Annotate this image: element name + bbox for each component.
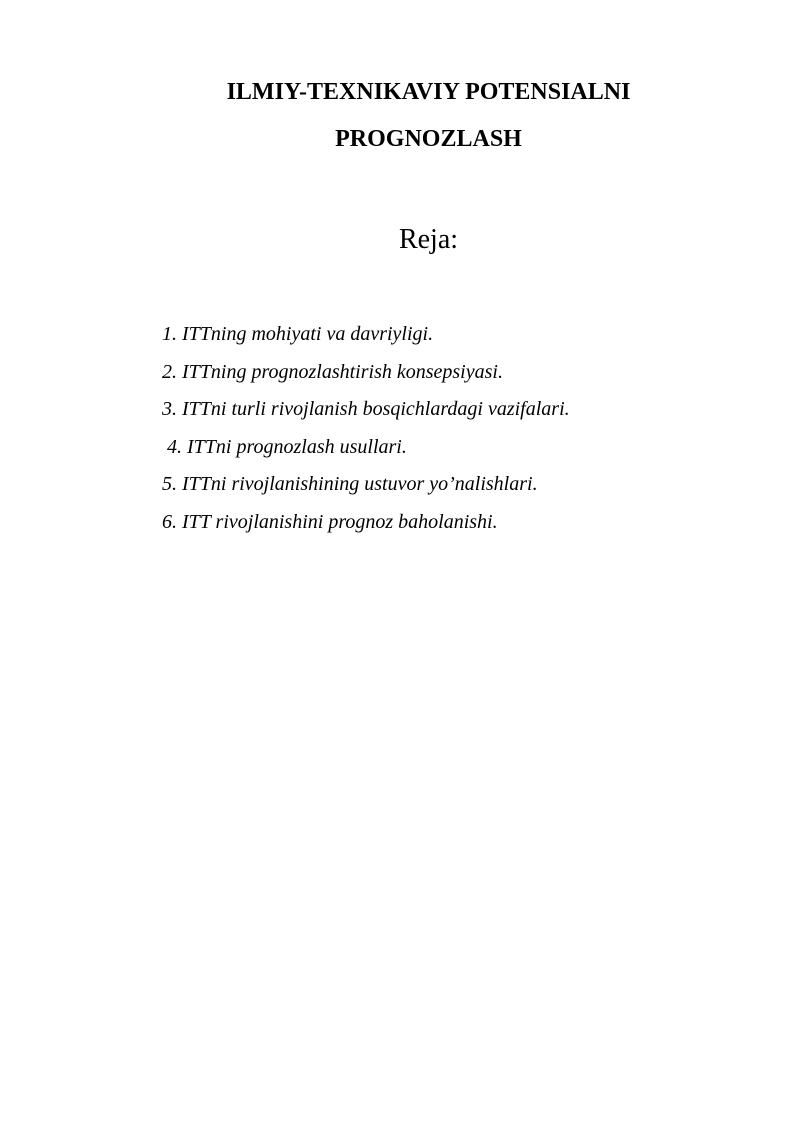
plan-item: 2. ITTning prognozlashtirish konsepsiyasi.	[162, 360, 503, 383]
plan-item: 5. ITTni rivojlanishining ustuvor yo’nalishlari.	[162, 473, 538, 496]
plan-list	[162, 320, 762, 546]
plan-item: 3. ITTni turli rivojlanish bosqichlardagi vazifalari.	[162, 398, 570, 421]
document-title-line-1: ILMIY-TEXNIKAVIY POTENSIALNI	[226, 79, 631, 105]
plan-item: 4. ITTni prognozlash usullari.	[162, 435, 407, 458]
plan-heading: Reja:	[398, 224, 459, 255]
plan-item: 1. ITTning mohiyati va davriyligi.	[162, 323, 434, 345]
document-title-line-2: PROGNOZLASH	[335, 126, 522, 152]
plan-item: 6. ITT rivojlanishini prognoz baholanishi.	[162, 510, 498, 533]
